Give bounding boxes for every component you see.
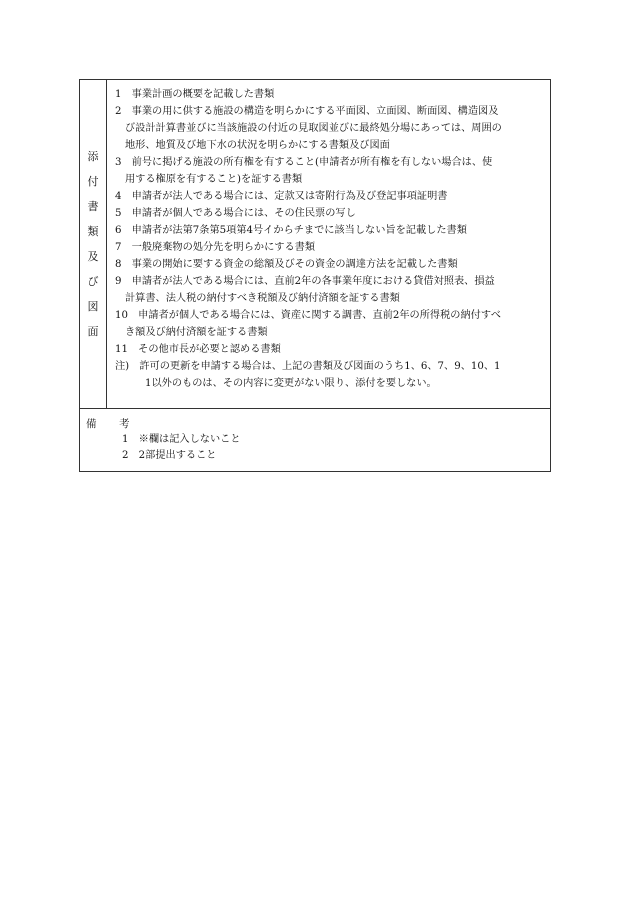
attachments-label-char: 書 [87, 200, 99, 213]
attachments-label-char: 面 [87, 325, 99, 338]
attachment-item-continuation: 1以外のものは、その内容に変更がない限り、添付を要しない。 [145, 378, 437, 389]
attachment-item: 4 申請者が法人である場合には、定款又は寄附行為及び登記事項証明書 [115, 191, 448, 202]
remark-item: 2 2部提出すること [122, 450, 217, 461]
attachments-label-char: び [87, 275, 99, 288]
attachments-label-char: 付 [87, 175, 99, 188]
attachments-row [80, 80, 550, 409]
attachments-label [80, 80, 107, 408]
attachments-label-char: 類 [87, 225, 99, 238]
attachment-item: 7 一般廃棄物の処分先を明らかにする書類 [115, 242, 316, 253]
remarks-row [80, 409, 550, 471]
attachment-item: 9 申請者が法人である場合には、直前2年の各事業年度における貸借対照表、損益 [115, 276, 495, 287]
attachment-item: 2 事業の用に供する施設の構造を明らかにする平面図、立面図、断面図、構造図及 [115, 106, 499, 117]
remark-item: 1 ※欄は記入しないこと [122, 434, 241, 445]
attachments-label-char: 図 [87, 300, 99, 313]
attachment-item: 5 申請者が個人である場合には、その住民票の写し [115, 208, 356, 219]
attachment-table [79, 79, 551, 472]
remarks-title: 備 考 [86, 418, 136, 430]
attachment-item: 8 事業の開始に要する資金の総額及びその資金の調達方法を記載した書類 [115, 259, 458, 270]
attachment-item: 1 事業計画の概要を記載した書類 [115, 89, 275, 100]
attachment-item: 6 申請者が法第7条第5項第4号イからチまでに該当しない旨を記載した書類 [115, 225, 467, 236]
attachments-list [107, 80, 550, 408]
attachment-item-continuation: び設計計算書並びに当該施設の付近の見取図並びに最終処分場にあっては、周囲の [125, 123, 502, 134]
attachment-item-continuation: 用する権原を有すること)を証する書類 [125, 174, 303, 185]
attachment-item: 10 申請者が個人である場合には、資産に関する調書、直前2年の所得税の納付すべ [115, 310, 501, 321]
attachment-item-continuation: 地形、地質及び地下水の状況を明らかにする書類及び図面 [125, 140, 390, 151]
attachment-item: 3 前号に掲げる施設の所有権を有すること(申請者が所有権を有しない場合は、使 [115, 157, 493, 168]
attachment-item-continuation: 計算書、法人税の納付すべき税額及び納付済額を証する書類 [125, 293, 400, 304]
attachment-item: 11 その他市長が必要と認める書類 [115, 344, 281, 355]
attachment-item-continuation: き額及び納付済額を証する書類 [125, 327, 268, 338]
attachments-label-char: 及 [87, 250, 99, 263]
attachments-label-char: 添 [87, 150, 99, 163]
attachment-item: 注) 許可の更新を申請する場合は、上記の書類及び図面のうち1、6、7、9、10、1 [115, 361, 501, 372]
